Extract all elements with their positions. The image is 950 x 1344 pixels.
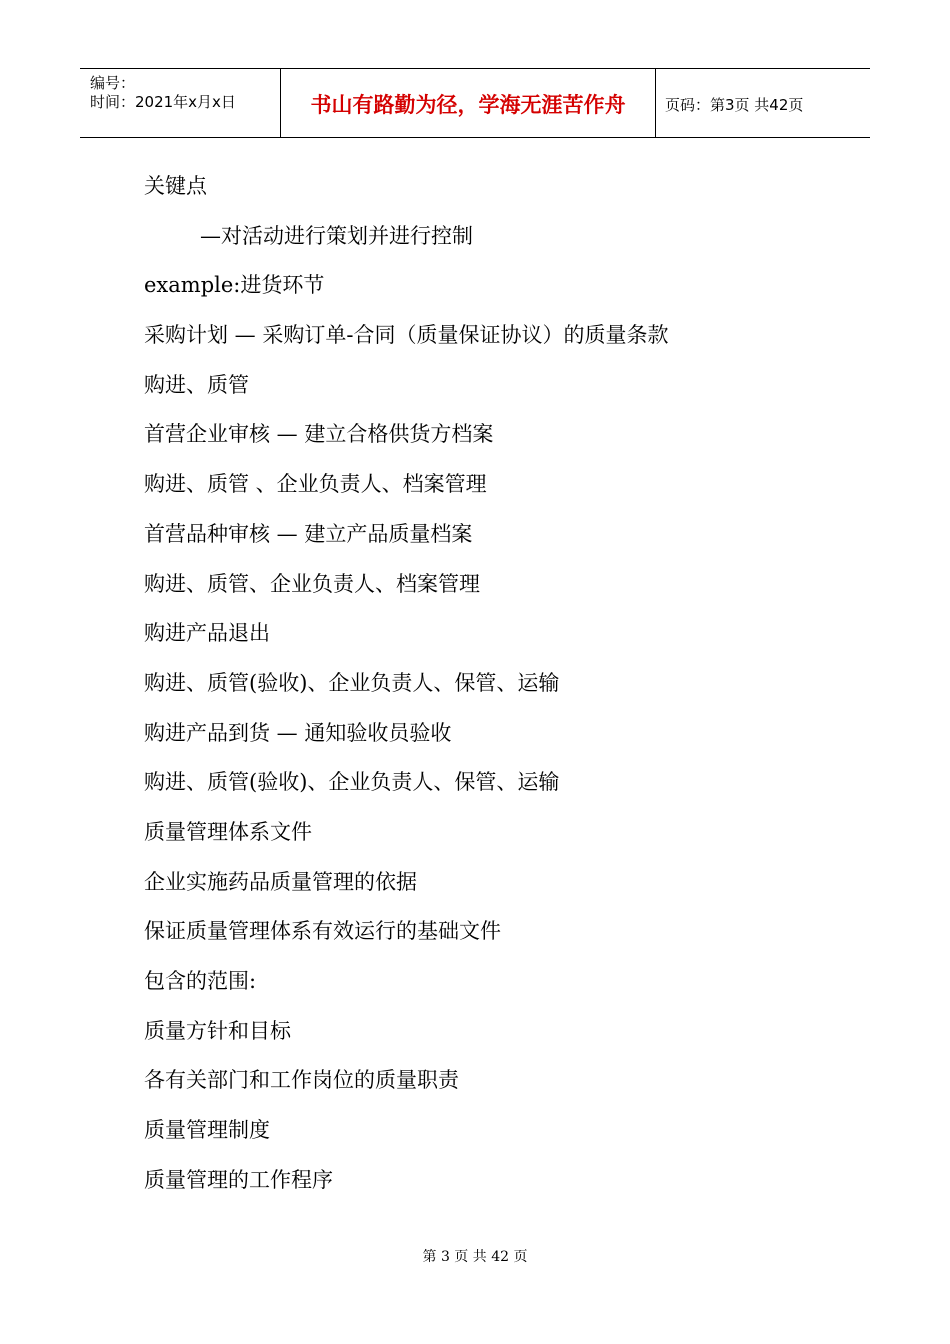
body-line: —对活动进行策划并进行控制 bbox=[200, 223, 473, 248]
body-line: 质量管理制度 bbox=[144, 1118, 270, 1143]
body-line: 购进产品到货 — 通知验收员验收 bbox=[144, 720, 452, 745]
body-line: 采购计划 — 采购订单-合同（质量保证协议）的质量条款 bbox=[144, 323, 669, 348]
body-line: 企业实施药品质量管理的依据 bbox=[144, 869, 417, 894]
body-line: 质量方针和目标 bbox=[144, 1018, 291, 1043]
document-date-label: 时间：2021年x月x日 bbox=[90, 93, 236, 111]
body-line: 购进、质管 bbox=[144, 372, 249, 397]
body-line: 首营品种审核 — 建立产品质量档案 bbox=[144, 521, 473, 546]
body-line: 购进产品退出 bbox=[144, 621, 270, 646]
body-line: 质量管理体系文件 bbox=[144, 819, 312, 844]
document-body bbox=[144, 168, 864, 1211]
body-line: 质量管理的工作程序 bbox=[144, 1167, 333, 1192]
body-line: example:进货环节 bbox=[144, 273, 325, 298]
header-left-cell bbox=[80, 69, 280, 137]
header-page-info: 页码：第3页 共42页 bbox=[665, 96, 804, 114]
header-motto: 书山有路勤为径，学海无涯苦作舟 bbox=[310, 93, 626, 117]
page-footer: 第 3 页 共 42 页 bbox=[422, 1249, 528, 1265]
header-middle-cell bbox=[280, 69, 656, 137]
body-line: 购进、质管(验收)、企业负责人、保管、运输 bbox=[144, 670, 560, 695]
body-line: 关键点 bbox=[144, 174, 207, 198]
document-number-label: 编号： bbox=[90, 74, 136, 92]
body-line: 首营企业审核 — 建立合格供货方档案 bbox=[144, 422, 494, 447]
body-line: 购进、质管、企业负责人、档案管理 bbox=[144, 571, 480, 596]
body-line: 包含的范围: bbox=[144, 969, 257, 993]
body-line: 各有关部门和工作岗位的质量职责 bbox=[144, 1068, 459, 1093]
body-line: 购进、质管 、企业负责人、档案管理 bbox=[144, 472, 487, 497]
body-line: 购进、质管(验收)、企业负责人、保管、运输 bbox=[144, 770, 560, 795]
body-line: 保证质量管理体系有效运行的基础文件 bbox=[144, 919, 501, 944]
page-header bbox=[80, 68, 870, 138]
header-right-cell bbox=[655, 69, 870, 137]
